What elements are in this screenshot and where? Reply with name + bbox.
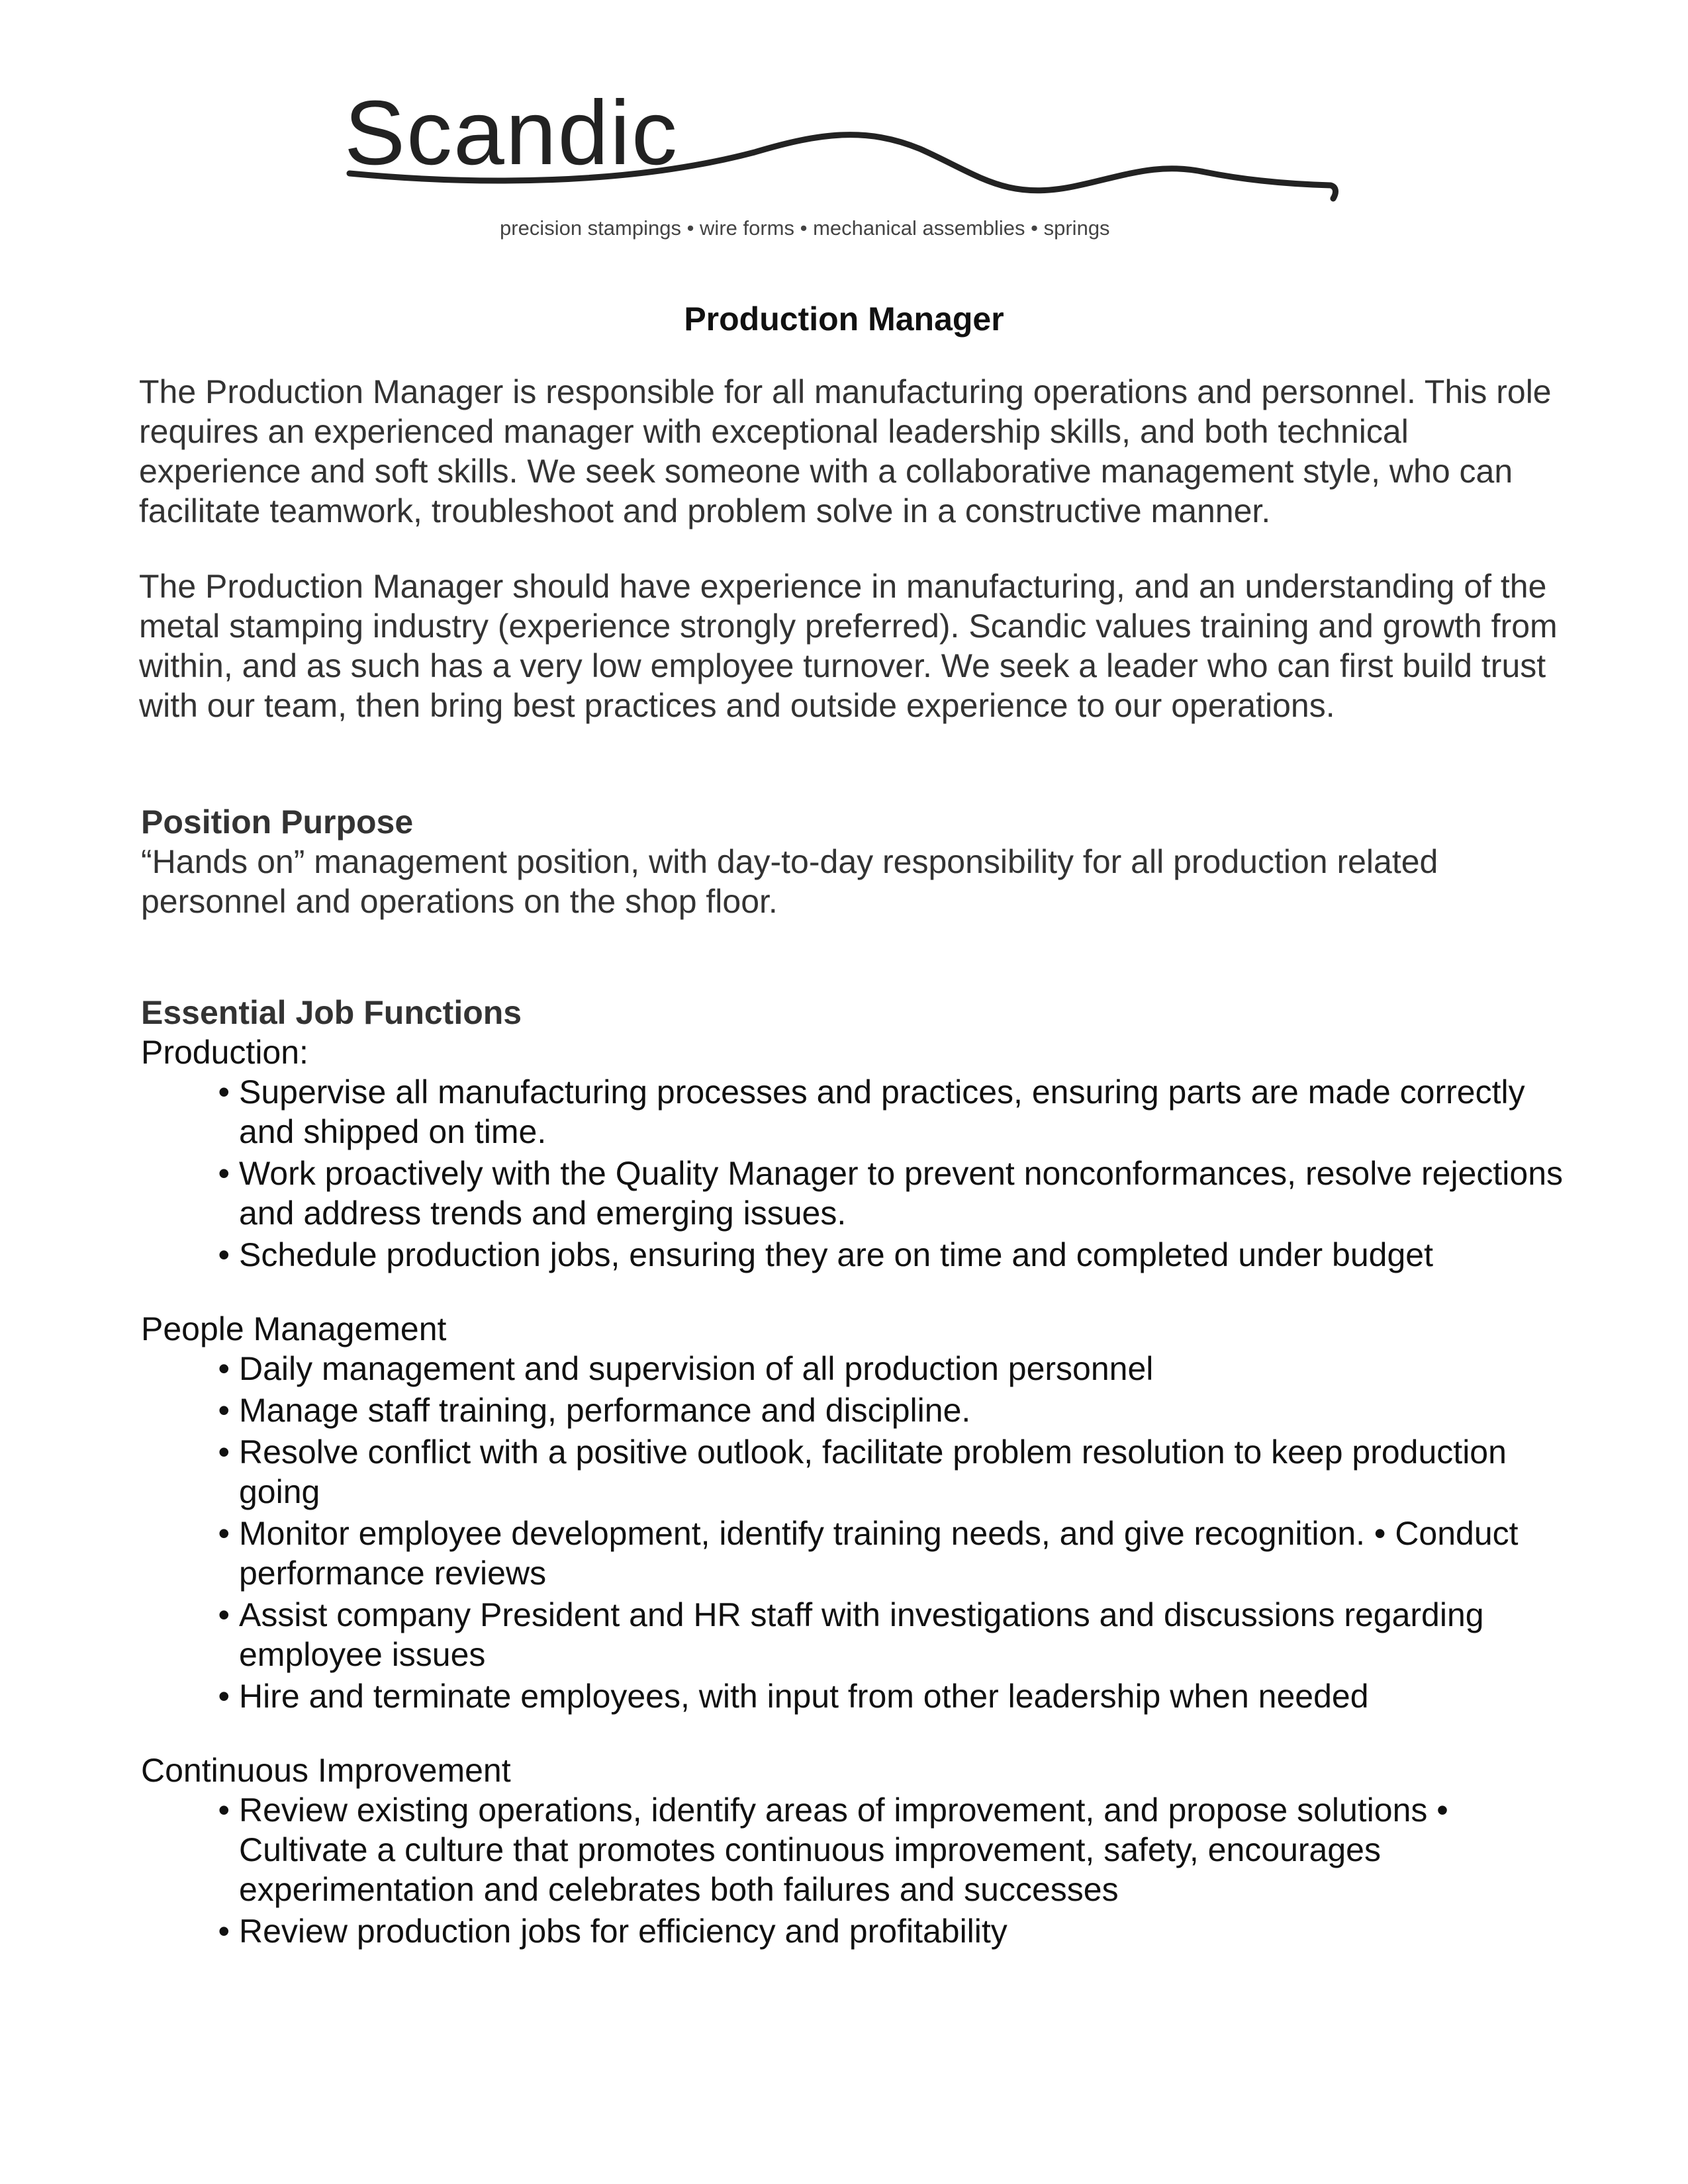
bullet-icon: • (218, 1678, 230, 1715)
bullet-list (190, 1349, 1571, 1716)
list-item: • Manage staff training, performance and discipline. (190, 1390, 1571, 1430)
list-item: • Schedule production jobs, ensuring they are on time and completed under budget (190, 1235, 1571, 1275)
logo-wordmark: Scandic (344, 86, 679, 184)
list-item: • Work proactively with the Quality Manager to prevent nonconformances, resolve rejections and address trends and emerging issues. (190, 1154, 1571, 1233)
page-title: Production Manager (684, 300, 1004, 338)
bullet-icon: • (218, 1392, 230, 1429)
list-item: • Daily management and supervision of all production personnel (190, 1349, 1571, 1388)
bullet-icon: • (218, 1073, 230, 1111)
bullet-icon: • (218, 1596, 230, 1633)
function-group-continuous-improvement (141, 1751, 1571, 1951)
list-item: • Resolve conflict with a positive outlook, facilitate problem resolution to keep production going (190, 1432, 1571, 1512)
group-label: Production: (141, 1034, 308, 1071)
list-item: • Review production jobs for efficiency and profitability (190, 1911, 1571, 1951)
bullet-icon: • (218, 1792, 230, 1829)
list-item: • Hire and terminate employees, with input from other leadership when needed (190, 1676, 1571, 1716)
list-item: • Assist company President and HR staff with investigations and discussions regarding employee issues (190, 1595, 1571, 1674)
bullet-icon: • (218, 1236, 230, 1273)
intro-paragraph: The Production Manager should have experience in manufacturing, and an understanding of the metal stamping industry (experience strongly preferred). Scandic values training and growth from within, and as such has a very low employee turnover. We seek a leader who can first build trust with our team, then bring best practices and outside experience to our operations. (139, 568, 1558, 724)
function-group-production (141, 1032, 1571, 1275)
position-purpose-section (141, 802, 1571, 921)
section-heading: Position Purpose (141, 803, 414, 841)
list-item: • Supervise all manufacturing processes and practices, ensuring parts are made correctly and shipped on time. (190, 1072, 1571, 1152)
group-label: Continuous Improvement (141, 1752, 511, 1789)
intro-paragraph: The Production Manager is responsible for all manufacturing operations and personnel. This role requires an experienced manager with exceptional leadership skills, and both technical experience and soft skills. We seek someone with a collaborative management style, who can facilitate teamwork, troubleshoot and problem solve in a constructive manner. (139, 373, 1552, 529)
group-label: People Management (141, 1310, 447, 1347)
list-item: • Review existing operations, identify areas of improvement, and propose solutions • Cultivate a culture that promotes continuous improvement, safety, encourages experimentation and celebrates both failures and successes (190, 1790, 1571, 1909)
bullet-list (190, 1072, 1571, 1275)
bullet-icon: • (218, 1155, 230, 1192)
job-functions-section (141, 993, 1571, 1985)
bullet-icon: • (218, 1433, 230, 1471)
bullet-icon: • (218, 1913, 230, 1950)
logo-tagline: precision stampings • wire forms • mechanical assemblies • springs (500, 216, 1110, 240)
section-heading: Essential Job Functions (141, 994, 522, 1031)
bullet-icon: • (218, 1350, 230, 1387)
bullet-icon: • (218, 1515, 230, 1552)
bullet-list (190, 1790, 1571, 1951)
function-group-people-management (141, 1309, 1571, 1716)
list-item: • Monitor employee development, identify training needs, and give recognition. • Conduct performance reviews (190, 1514, 1571, 1593)
scandic-logo (344, 86, 1350, 258)
purpose-text: “Hands on” management position, with day-to-day responsibility for all production related personnel and operations on the shop floor. (141, 843, 1438, 920)
